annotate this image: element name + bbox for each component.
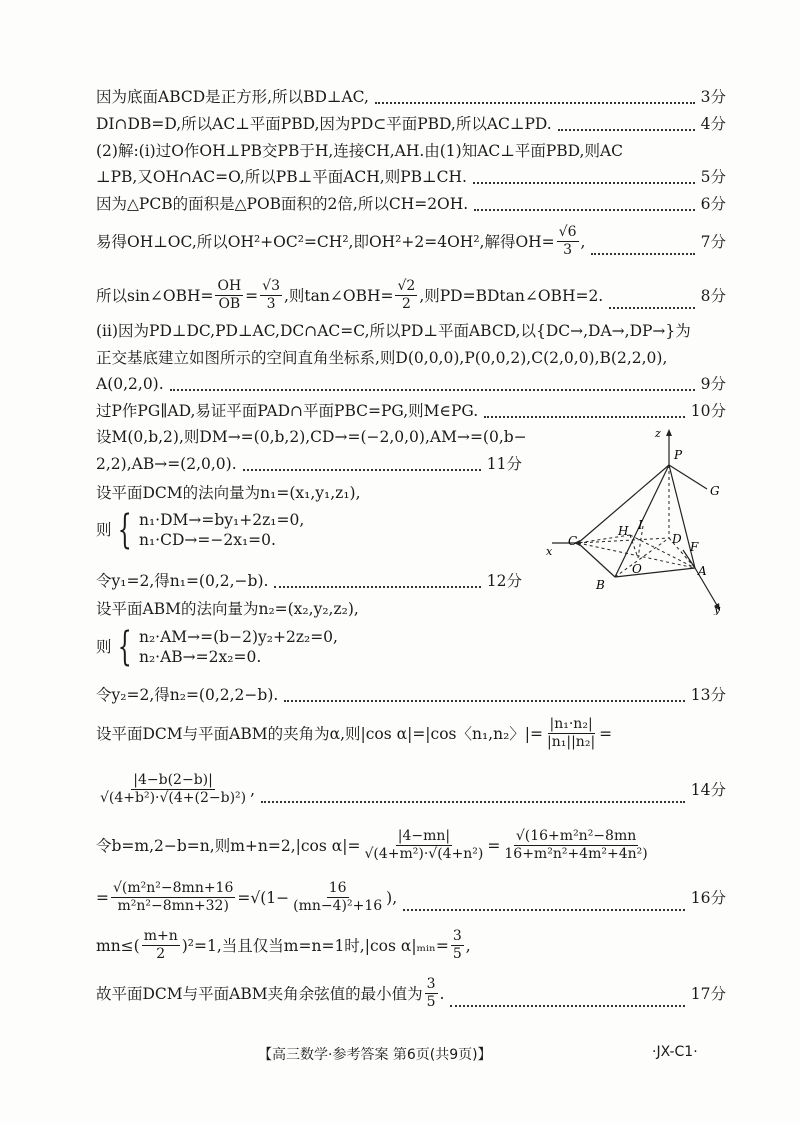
answer-line-10: A(0,2,0). 9分 [96, 375, 726, 393]
score-label: 4分 [700, 115, 726, 133]
leader-dots [261, 801, 685, 803]
fraction: $\frac{\text{√(16+m²n²−8mn}}{\text{16+m²n²+4m²+4n²)}}$ [504, 828, 648, 862]
score-label: 16分 [690, 888, 726, 907]
line-text: DI∩DB=D,所以AC⊥平面PBD,因为PD⊂平面PBD,所以AC⊥PD. [96, 115, 552, 133]
leader-dots [609, 307, 694, 309]
footer-code: ·JX-C1· [652, 1044, 698, 1060]
fraction: $\frac{√2}{2}$ [397, 278, 416, 312]
leader-dots [284, 700, 684, 702]
svg-text:z: z [655, 427, 661, 440]
score-label: 12分 [486, 572, 522, 590]
svg-text:A: A [698, 564, 707, 578]
score-label: 9分 [700, 375, 726, 393]
answer-line-23: = $\frac{\text{√(m²n²−8mn+16}}{\text{m²n²−8mn+32)}}$ =√(1− $\frac{16}{\text{(mn−4)²+16}}$ ), 16分 [96, 880, 726, 914]
svg-text:O: O [632, 562, 642, 576]
svg-text:F: F [690, 540, 699, 554]
svg-text:D: D [672, 532, 682, 546]
z-arrow-icon [666, 429, 672, 436]
line-text: ⊥PB,又OH∩AC=O,所以PB⊥平面ACH,则PB⊥CH. [96, 168, 467, 186]
leader-dots [243, 469, 481, 471]
line-text: 因为△PCB的面积是△POB面积的2倍,所以CH=2OH. [96, 195, 469, 213]
answer-line-16: 令y₁=2,得n₁=(0,2,−b). 12分 [96, 572, 522, 590]
fraction: $\frac{OH}{OB}$ [217, 278, 242, 312]
leader-dots [484, 416, 685, 418]
equation-system: 则 { n₂·AM→=(b−2)y₂+2z₂=0, n₂·AB→=2x₂=0. [96, 624, 338, 670]
score-label: 7分 [700, 232, 726, 251]
leader-dots [170, 389, 695, 391]
leader-dots [474, 209, 694, 211]
answer-line-13: 2,2),AB→=(2,0,0). 11分 [96, 455, 522, 473]
leader-dots [473, 182, 695, 184]
fraction: $\frac{√6}{3}$ [558, 224, 577, 258]
score-label: 11分 [486, 455, 522, 473]
answer-line-6: 易得OH⊥OC,所以OH²+OC²=CH²,即OH²+2=4OH²,解得OH= $\frac{√6}{3}$ , 7分 [96, 224, 726, 258]
leader-dots [274, 586, 480, 588]
svg-text:C: C [568, 534, 578, 548]
answer-line-22: 令b=m,2−b=n,则m+n=2,|cos α|= $\frac{|4-mn|}{\text{√(4+m²)·√(4+n²)}}$ = $\frac{\text{√(16+m²n²−8mn}}{\text{16+m²n²+4m²+4n²)}}$ [96, 828, 648, 862]
score-label: 10分 [690, 402, 726, 420]
svg-text:B: B [596, 578, 605, 592]
leader-dots [450, 1005, 684, 1007]
answer-line-3 [96, 140, 726, 162]
fraction: $\frac{|4-mn|}{\text{√(4+m²)·√(4+n²)}}$ [364, 828, 484, 862]
fraction: $\frac{\text{√(m²n²−8mn+16}}{\text{m²n²−8mn+32)}}$ [113, 880, 234, 914]
answer-line-25: 故平面DCM与平面ABM夹角余弦值的最小值为 $\frac{3}{5}$ . 17分 [96, 976, 726, 1010]
svg-text:x: x [546, 545, 553, 558]
svg-text:I: I [638, 518, 643, 532]
leader-dots [558, 129, 695, 131]
leader-dots [403, 909, 685, 911]
fraction: $\frac{3}{5}$ [452, 928, 462, 962]
pyramid-coordinate-figure [540, 425, 740, 615]
fraction: $\frac{3}{5}$ [426, 976, 436, 1010]
score-label: 8分 [700, 286, 726, 305]
fraction: $\frac{|4-b(2-b)|}{\text{√(4+b²)·√(4+(2−b)²)}}$ [100, 772, 247, 806]
svg-text:P: P [674, 448, 683, 462]
svg-text:H: H [618, 524, 629, 538]
fraction: $\frac{√3}{3}$ [262, 278, 280, 312]
answer-line-17: 设平面ABM的法向量为n₂=(x₂,y₂,z₂), [96, 600, 359, 618]
score-label: 14分 [690, 780, 726, 799]
fraction: $\frac{m+n}{2}$ [143, 928, 178, 962]
score-label: 17分 [690, 984, 726, 1003]
answer-line-2 [96, 113, 726, 135]
leader-dots [591, 253, 694, 255]
answer-line-15 [96, 507, 305, 553]
answer-line-20: 设平面DCM与平面ABM的夹角为α,则|cos α|=|cos〈n₁,n₂〉|= $\frac{\text{|n₁·n₂|}}{\text{|n₁||n₂|}}$ = [96, 716, 613, 750]
footer-page-info: 【高三数学·参考答案 第6页(共9页)】 [258, 1047, 492, 1063]
answer-line-18 [96, 624, 338, 670]
answer-line-9: 正交基底建立如图所示的空间直角坐标系,则D(0,0,0),P(0,0,2),C(2,0,0),B(2,2,0), [96, 349, 668, 367]
edge-cb [578, 543, 615, 577]
answer-line-19: 令y₂=2,得n₂=(0,2,2−b). 13分 [96, 686, 726, 704]
answer-line-7: 所以sin∠OBH= $\frac{OH}{OB}$ = $\frac{√3}{3}$ ,则tan∠OBH= $\frac{√2}{2}$ ,则PD=BDtan∠OBH=2. 8分 [96, 278, 726, 312]
fraction: $\frac{\text{|n₁·n₂|}}{\text{|n₁||n₂|}}$ [547, 716, 596, 750]
score-label: 3分 [700, 88, 726, 106]
score-label: 13分 [690, 686, 726, 704]
svg-text:G: G [710, 484, 720, 498]
answer-line-1 [96, 86, 726, 108]
answer-line-21: $\frac{|4-b(2-b)|}{\text{√(4+b²)·√(4+(2−b)²)}}$ , 14分 [100, 772, 726, 806]
answer-line-24: mn≤( $\frac{m+n}{2}$ )²=1,当且仅当m=n=1时,|cos α|ₘᵢₙ= $\frac{3}{5}$ , [96, 928, 471, 962]
leader-dots [375, 102, 695, 104]
answer-line-11: 过P作PG∥AD,易证平面PAD∩平面PBC=PG,则M∈PG. 10分 [96, 402, 726, 420]
score-label: 6分 [700, 195, 726, 213]
svg-text:y: y [714, 603, 721, 615]
diag-bd [615, 538, 669, 577]
line-text: 因为底面ABCD是正方形,所以BD⊥AC, [96, 88, 369, 106]
line-text: 易得OH⊥OC,所以OH²+OC²=CH²,即OH²+2=4OH²,解得OH= [96, 232, 555, 251]
equation-system: 则 { n₁·DM→=by₁+2z₁=0, n₁·CD→=−2x₁=0. [96, 507, 305, 553]
edge-ba [615, 568, 695, 577]
answer-line-5 [96, 193, 726, 215]
line-text: (2)解:(ⅰ)过O作OH⊥PB交PB于H,连接CH,AH.由(1)知AC⊥平面PBD,则AC [96, 142, 624, 160]
answer-line-4 [96, 166, 726, 188]
answer-line-14: 设平面DCM的法向量为n₁=(x₁,y₁,z₁), [96, 484, 361, 502]
answer-line-8: (ⅱ)因为PD⊥DC,PD⊥AC,DC∩AC=C,所以PD⊥平面ABCD,以{DC→,DA→,DP→}为 [96, 322, 691, 340]
answer-line-12: 设M(0,b,2),则DM→=(0,b,2),CD→=(−2,0,0),AM→=(0,b− [96, 428, 527, 446]
fraction: $\frac{16}{\text{(mn−4)²+16}}$ [293, 880, 383, 914]
score-label: 5分 [700, 168, 726, 186]
